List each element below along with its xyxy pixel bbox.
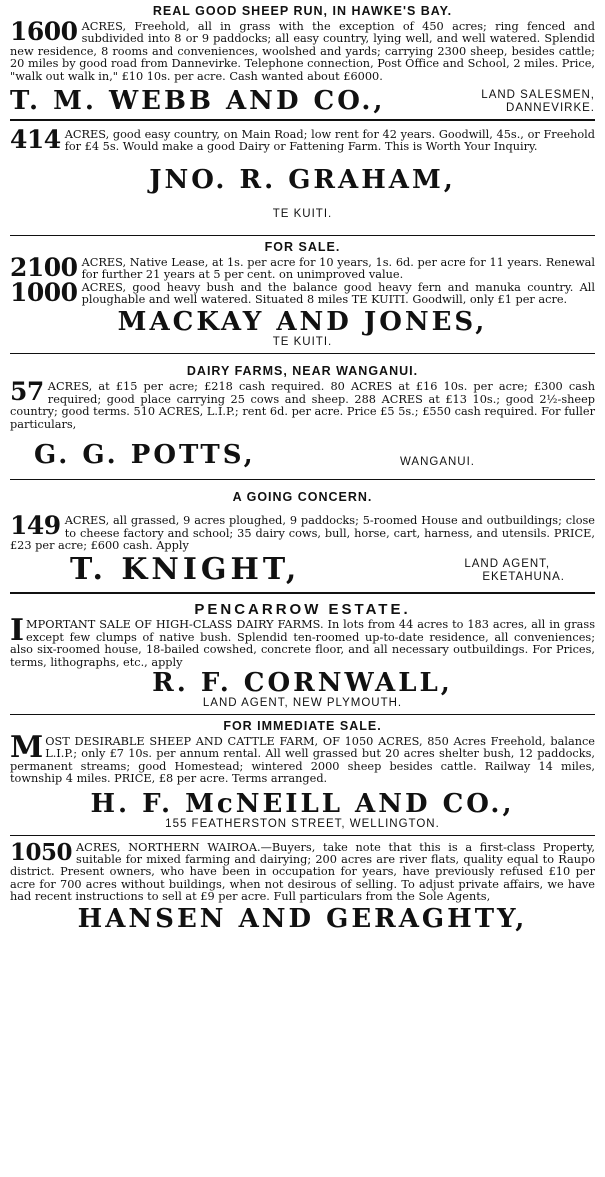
firm-name: G. G. POTTS,	[34, 440, 256, 471]
firm-name: R. F. CORNWALL,	[152, 667, 453, 698]
firm-place: TE KUITI.	[272, 336, 333, 349]
firm-address	[481, 89, 595, 115]
acreage-number: 1050	[10, 838, 73, 866]
firm-place: LAND AGENT, NEW PLYMOUTH.	[202, 696, 403, 709]
ad-dairy-farms-wanganui	[10, 354, 595, 480]
ad-body-a	[10, 252, 595, 282]
firm-place: WANGANUI.	[399, 456, 475, 469]
ad-heading: REAL GOOD SHEEP RUN, IN HAWKE'S BAY.	[152, 4, 453, 18]
acreage-number: 1000	[10, 277, 78, 307]
ad-text: ACRES, good heavy bush and the balance good heavy fern and manuka country. All ploughable and well watered. Situated 8 miles TE KUITI. Goodwill, only £1 per acre.	[81, 280, 595, 307]
ad-pencarrow-estate	[10, 594, 595, 715]
ad-body-b	[10, 277, 595, 307]
ad-sheep-run-hawkes-bay	[10, 0, 595, 121]
ad-going-concern	[10, 480, 595, 594]
firm-name: T. M. WEBB AND CO.,	[10, 86, 386, 117]
ad-body	[10, 125, 595, 155]
acreage-number: 149	[10, 511, 61, 541]
ad-text: ACRES, Freehold, all in grass with the exception of 450 acres; ring fenced and subdivided into 8 or 9 paddocks; all easy country, lying well, and well watered. Splendid new residence, 8 rooms and conveniences, woolshed and yards; carrying 2300 sheep, besides cattle; 20 miles by good road from Dannevirke. Telephone connection, Post Office and School, 2 miles. Price, "walk out walk in," £10 10s. per acre. Cash wanted about £6000.	[10, 20, 595, 83]
ad-text: ACRES, good easy country, on Main Road; low rent for 42 years. Goodwill, 45s., or Freehold for £4 5s. Would make a good Dairy or Fattening Farm. This is Worth Your Inquiry.	[64, 128, 595, 154]
ad-heading: DAIRY FARMS, NEAR WANGANUI.	[186, 364, 419, 379]
firm-role: LAND AGENT,	[464, 558, 551, 571]
ad-text: OST DESIRABLE SHEEP AND CATTLE FARM, OF 1050 ACRES, 850 Acres Freehold, balance L.I.P.; only £7 10s. per annum rental. All well grassed but 20 acres shelter bush, 12 paddocks, permanent streams; good Homestead; wintered 2000 sheep besides cattle. Railway 14 miles, township 4 miles. PRICE, £8 per acre. Terms arranged.	[10, 734, 595, 786]
drop-cap: M	[10, 729, 44, 765]
firm-name: HANSEN AND GERAGHTY,	[77, 903, 528, 934]
ad-text: ACRES, all grassed, 9 acres ploughed, 9 paddocks; 5-roomed House and outbuildings; close to cheese factory and school; 35 dairy cows, bull, horse, cart, harness, and utensils. PRICE, £23 per acre; £600 cash. Apply	[10, 514, 595, 552]
firm-place: DANNEVIRKE.	[506, 102, 595, 115]
ad-body	[10, 377, 595, 431]
firm-role: LAND SALESMEN,	[481, 89, 595, 102]
firm-name: JNO. R. GRAHAM,	[149, 164, 456, 195]
signature-row	[10, 552, 595, 588]
firm-place: TE KUITI.	[272, 207, 333, 220]
ad-for-sale-te-kuiti	[10, 236, 595, 355]
ad-body	[10, 729, 595, 786]
signature-row	[10, 87, 595, 115]
ad-414-acres	[10, 121, 595, 236]
ad-for-immediate-sale	[10, 715, 595, 836]
ad-text: ACRES, NORTHERN WAIROA.—Buyers, take note that this is a first-class Property, suitable for mixed farming and dairying; 200 acres are river flats, quality equal to Raupo district. Present owners, who have been in occupation for years, have previously refused £10 per acre for 700 acres without buildings, when not desirous of selling. To adjust private affairs, we have had recent instructions to sell at £9 per acre. Full particulars from the Sole Agents,	[10, 840, 595, 904]
drop-cap: I	[10, 613, 25, 649]
firm-name: H. F. McNEILL AND CO.,	[90, 788, 515, 819]
acreage-number: 57	[10, 377, 44, 407]
ad-heading: PENCARROW ESTATE.	[194, 601, 411, 619]
firm-name: MACKAY AND JONES,	[117, 307, 488, 338]
ad-text: ACRES, Native Lease, at 1s. per acre for 10 years, 1s. 6d. per acre for 11 years. Renewal for further 21 years at 5 per cent. on unimproved value.	[81, 255, 595, 282]
ad-northern-wairoa	[10, 836, 595, 937]
firm-place: EKETAHUNA.	[482, 571, 565, 584]
acreage-number: 414	[10, 125, 61, 155]
ad-body	[10, 838, 595, 904]
ad-body	[10, 17, 595, 83]
firm-name: T. KNIGHT,	[70, 552, 301, 588]
ad-body	[10, 613, 595, 669]
ad-text: ACRES, at £15 per acre; £218 cash required. 80 ACRES at £16 10s. per acre; £300 cash required; good place carrying 25 cows and sheep. 288 ACRES at £13 10s.; good 2½-sheep country; good terms. 510 ACRES, L.I.P.; rent 6d. per acre. Price £5 5s.; £550 cash required. For fuller particulars,	[10, 380, 595, 431]
acreage-number: 1600	[10, 17, 78, 46]
firm-address	[464, 558, 565, 584]
ad-heading: FOR SALE.	[264, 239, 341, 254]
ad-heading: FOR IMMEDIATE SALE.	[223, 718, 382, 733]
signature-row	[10, 435, 595, 475]
ad-body	[10, 511, 595, 552]
firm-place: 155 FEATHERSTON STREET, WELLINGTON.	[165, 817, 440, 830]
acreage-number: 2100	[10, 252, 78, 282]
ad-text: MPORTANT SALE OF HIGH-CLASS DAIRY FARMS. In lots from 44 acres to 183 acres, all in grass except few clumps of native bush. Splendid ten-roomed up-to-date residence, all conveniences; also six-roomed house, 18-bailed cowshed, concrete floor, and all necessary outbuildings. For Prices, terms, lithographs, etc., apply	[10, 618, 595, 669]
ad-heading: A GOING CONCERN.	[232, 490, 373, 505]
